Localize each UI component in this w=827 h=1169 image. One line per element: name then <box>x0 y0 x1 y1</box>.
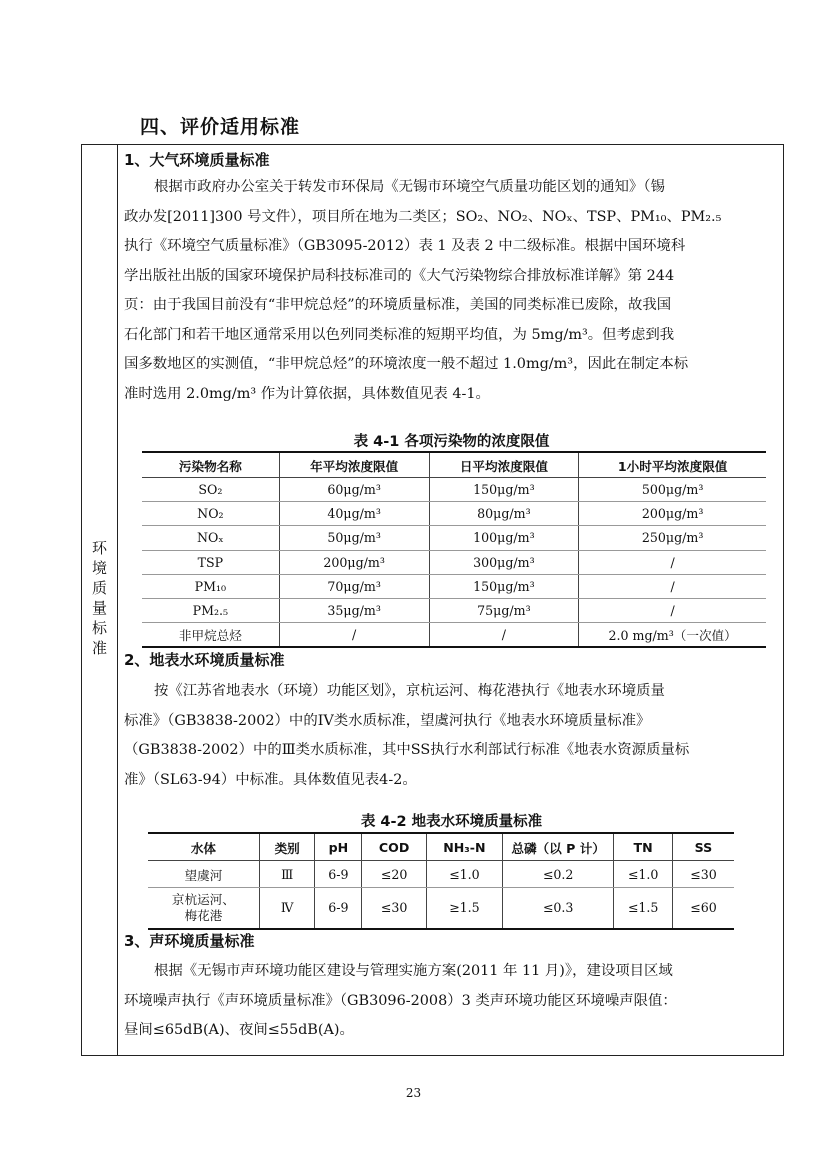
table-cell: ≤30 <box>672 861 734 888</box>
table-cell: ≤60 <box>672 888 734 930</box>
table-cell: ≤1.0 <box>614 861 673 888</box>
air-quality-heading: 1、大气环境质量标准 <box>124 151 270 169</box>
table-cell: 500μg/m³ <box>579 478 766 502</box>
table-cell: ≤0.2 <box>502 861 613 888</box>
table-cell: ≤0.3 <box>502 888 613 930</box>
surface-water-paragraph <box>124 677 773 795</box>
table-cell: / <box>579 598 766 622</box>
paragraph-line: 执行《环境空气质量标准》（GB3095-2012）表 1 及表 2 中二级标准。根据中国环境科 <box>124 238 686 254</box>
table-cell: SO₂ <box>142 478 279 502</box>
table-cell: 150μg/m³ <box>429 574 579 598</box>
table-cell: 200μg/m³ <box>579 502 766 526</box>
table-cell: 80μg/m³ <box>429 502 579 526</box>
table-cell: PM₂.₅ <box>142 598 279 622</box>
table-cell: Ⅳ <box>259 888 315 930</box>
paragraph-line: 学出版社出版的国家环境保护局科技标准司的《大气污染物综合排放标准详解》第 244 <box>124 267 675 284</box>
table-cell: ≤1.5 <box>614 888 673 930</box>
section-title: 四、评价适用标准 <box>140 116 301 138</box>
paragraph-line: 昼间≤65dB(A)、夜间≤55dB(A)。 <box>124 1022 354 1038</box>
acoustic-heading: 3、声环境质量标准 <box>124 932 255 950</box>
paragraph-line: 根据《无锡市声环境功能区建设与管理实施方案(2011 年 11 月)》，建设项目区域 <box>154 963 673 979</box>
table-cell: 35μg/m³ <box>279 598 429 622</box>
paragraph-line: 石化部门和若干地区通常采用以色列同类标准的短期平均值，为 5mg/m³。但考虑到我 <box>124 326 675 343</box>
table-row <box>142 526 766 550</box>
table-cell: Ⅲ <box>259 861 315 888</box>
table-row <box>142 598 766 622</box>
table-cell: 望虞河 <box>148 861 259 888</box>
table-cell: 70μg/m³ <box>279 574 429 598</box>
column-header: 总磷（以 P 计） <box>502 833 613 861</box>
table-cell: 6-9 <box>315 861 362 888</box>
table-cell: 6-9 <box>315 888 362 930</box>
table-cell: 200μg/m³ <box>279 550 429 574</box>
column-header: pH <box>315 833 362 861</box>
table-cell: 250μg/m³ <box>579 526 766 550</box>
pollutant-limits-table <box>142 451 766 648</box>
column-header: SS <box>672 833 734 861</box>
paragraph-line: 准》（SL63-94）中标准。具体数值见表4-2。 <box>124 771 417 788</box>
surface-water-table <box>148 832 734 930</box>
column-header: 污染物名称 <box>142 452 279 478</box>
table-cell: ≥1.5 <box>426 888 502 930</box>
table-cell: / <box>279 623 429 648</box>
page-number: 23 <box>405 1086 422 1100</box>
table-row <box>142 478 766 502</box>
table-cell: 100μg/m³ <box>429 526 579 550</box>
category-column <box>82 145 118 1055</box>
column-header: NH₃-N <box>426 833 502 861</box>
surface-water-heading: 2、地表水环境质量标准 <box>124 651 285 669</box>
column-header: 类别 <box>259 833 315 861</box>
column-header: 日平均浓度限值 <box>429 452 579 478</box>
table-row <box>142 550 766 574</box>
column-header: 年平均浓度限值 <box>279 452 429 478</box>
table-cell: 50μg/m³ <box>279 526 429 550</box>
table-cell: ≤30 <box>362 888 426 930</box>
paragraph-line: 国多数地区的实测值，“非甲烷总烃”的环境浓度一般不超过 1.0mg/m³，因此在制定本标 <box>124 356 689 372</box>
table-cell: NO₂ <box>142 502 279 526</box>
standards-content <box>120 145 783 1055</box>
table-cell: / <box>579 550 766 574</box>
paragraph-line: 政办发[2011]300 号文件），项目所在地为二类区；SO₂、NO₂、NOₓ、TSP、PM₁₀、PM₂.₅ <box>124 208 722 225</box>
table-cell: PM₁₀ <box>142 574 279 598</box>
paragraph-line: 环境噪声执行《声环境质量标准》（GB3096-2008）3 类声环境功能区环境噪声限值： <box>124 992 677 1009</box>
column-header: 水体 <box>148 833 259 861</box>
table-cell: NOₓ <box>142 526 279 550</box>
paragraph-line: （GB3838-2002）中的Ⅲ类水质标准，其中SS执行水利部试行标准《地表水资源质量标 <box>124 742 690 758</box>
acoustic-paragraph <box>124 957 773 1046</box>
table-header-row <box>148 833 734 861</box>
category-label: 环境质量标准 <box>90 540 108 660</box>
table-cell: 非甲烷总烃 <box>178 628 242 644</box>
table-cell: 300μg/m³ <box>429 550 579 574</box>
table-row <box>142 574 766 598</box>
table-cell: 40μg/m³ <box>279 502 429 526</box>
paragraph-line: 根据市政府办公室关于转发市环保局《无锡市环境空气质量功能区划的通知》（锡 <box>154 179 665 195</box>
standards-table-frame <box>81 144 784 1056</box>
table-cell: ≤1.0 <box>426 861 502 888</box>
paragraph-line: 标准》（GB3838-2002）中的IV类水质标准，望虞河执行《地表水环境质量标准》 <box>124 712 651 729</box>
paragraph-line: 准时选用 2.0mg/m³ 作为计算依据，具体数值见表 4-1。 <box>124 385 490 402</box>
paragraph-line: 按《江苏省地表水（环境）功能区划》，京杭运河、梅花港执行《地表水环境质量 <box>154 683 665 699</box>
table-row <box>142 502 766 526</box>
table-cell: ≤20 <box>362 861 426 888</box>
table-cell: 2.0 mg/m³（一次值） <box>579 623 766 648</box>
column-header: COD <box>362 833 426 861</box>
paragraph-line: 页：由于我国目前没有“非甲烷总烃”的环境质量标准，美国的同类标准已废除，故我国 <box>124 297 672 313</box>
table-cell: 150μg/m³ <box>429 478 579 502</box>
table-cell: 京杭运河、梅花港 <box>171 892 235 923</box>
table-row <box>142 623 766 648</box>
table-row <box>148 861 734 888</box>
table-cell: 60μg/m³ <box>279 478 429 502</box>
table-cell: 75μg/m³ <box>429 598 579 622</box>
table-cell: TSP <box>142 550 279 574</box>
table-cell: / <box>429 623 579 648</box>
table-header-row <box>142 452 766 478</box>
table-4-2-title: 表 4-2 地表水环境质量标准 <box>360 814 543 830</box>
table-cell: / <box>579 574 766 598</box>
table-row <box>148 888 734 930</box>
table-4-1-title: 表 4-1 各项污染物的浓度限值 <box>353 434 550 450</box>
column-header: TN <box>614 833 673 861</box>
column-header: 1小时平均浓度限值 <box>579 452 766 478</box>
air-quality-paragraph <box>124 173 773 409</box>
